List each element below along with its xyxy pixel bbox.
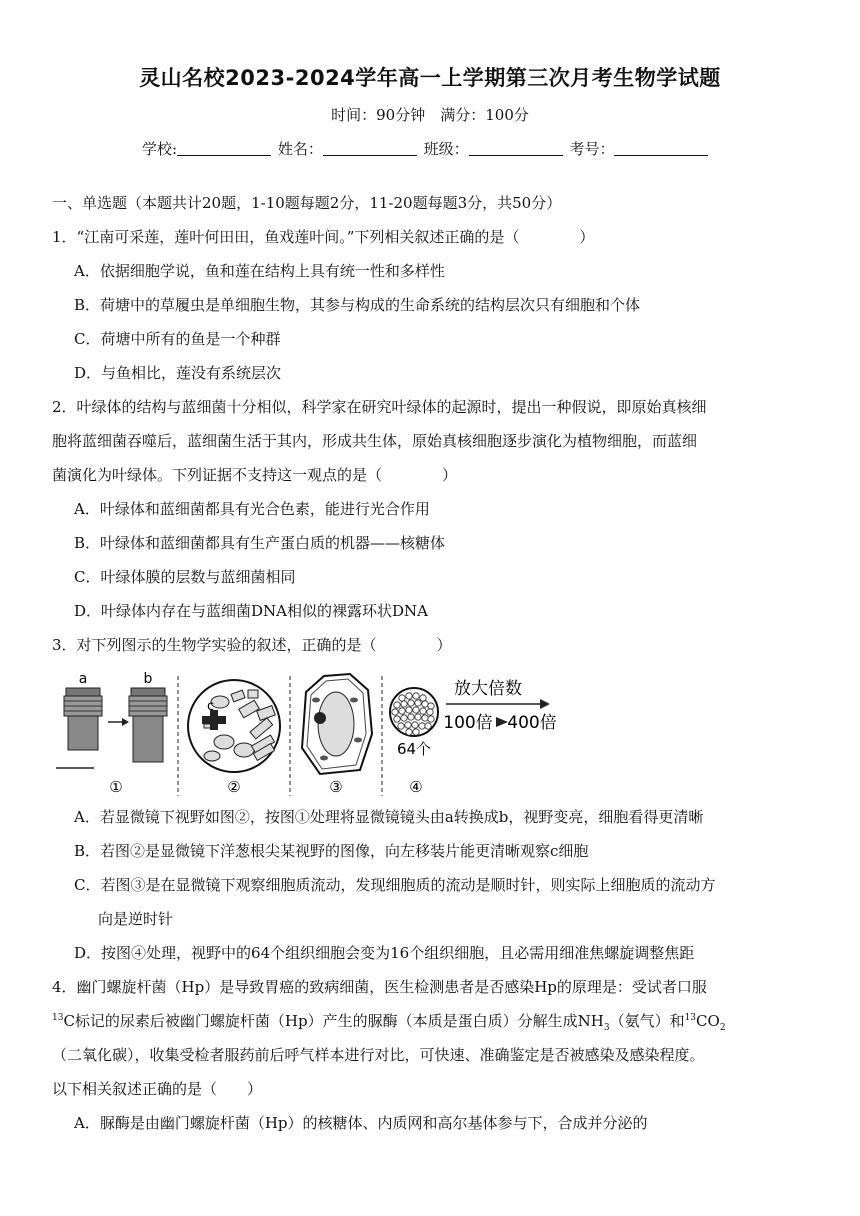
field-name-blank[interactable] [323,141,417,156]
panel-2-label: ② [227,778,241,796]
field-number-blank[interactable] [614,141,708,156]
q3-figure-svg [54,670,574,796]
lens-a-cap [66,688,100,696]
q3-option-a: A．若显微镜下视野如图②，按图①处理将显微镜镜头由a转换成b，视野变亮，细胞看得更清晰 [74,808,704,826]
q2-stem-line-2: 胞将蓝细菌吞噬后，蓝细菌生活于其内，形成共生体，原始真核细胞逐步演化为植物细胞，而蓝细 [52,432,698,450]
cell-count-label: 64个 [396,740,432,758]
panel-4-magnification [390,679,557,796]
chloroplast [350,698,358,703]
exam-content [52,186,812,1140]
q4-text: （氨气）和 [609,1012,685,1030]
q1-option-a: A．依据细胞学说，鱼和莲在结构上具有统一性和多样性 [74,262,445,280]
q4-option-a: A．脲酶是由幽门螺旋杆菌（Hp）的核糖体、内质网和高尔基体参与下，合成并分泌的 [74,1114,648,1132]
q4-stem-line-4: 以下相关叙述正确的是（ ） [52,1080,263,1098]
nucleus [314,712,326,724]
chloroplast [320,756,328,761]
field-class-label: 班级： [423,140,469,158]
section-heading: 一、单选题（本题共计20题，1-10题每题2分，11-20题每题3分，共50分） [52,194,562,212]
subscript-2: 2 [719,1023,726,1033]
q2-option-a: A．叶绿体和蓝细菌都具有光合色素，能进行光合作用 [74,500,430,518]
cell [214,735,234,749]
field-school-blank[interactable] [177,141,271,156]
lens-b-body [133,716,163,762]
panel-3-label: ③ [329,778,343,796]
panel-2-field-of-view [188,680,280,796]
field-number-label: 考号： [569,140,615,158]
q2-option-b: B．叶绿体和蓝细菌都具有生产蛋白质的机器——核糖体 [74,534,446,552]
q4-stem-line-1: 4．幽门螺旋杆菌（Hp）是导致胃癌的致病细菌，医生检测患者是否感染Hp的原理是：受试者口服 [52,978,707,996]
q4-text: CO [696,1012,720,1030]
q4-stem-line-3: （二氧化碳），收集受检者服药前后呼气样本进行对比，可快速、准确鉴定是否被感染及感染程度。 [52,1046,705,1064]
zoom-to: 400倍 [507,713,557,733]
arrow-head [122,718,129,726]
q1-option-c: C．荷塘中所有的鱼是一个种群 [74,330,281,348]
cell [204,751,220,761]
q3-option-c: C．若图③是在显微镜下观察细胞质流动，发现细胞质的流动是顺时针，则实际上细胞质的流动方 [74,876,716,894]
q4-text: C标记的尿素后被幽门螺旋杆菌（Hp）产生的脲酶（本质是蛋白质）分解生成NH [63,1012,604,1030]
zoom-mid-arrow [496,717,508,727]
label-b: b [143,671,153,687]
q3-option-c-cont: 向是逆时针 [98,910,174,928]
superscript-13: 13 [52,1013,64,1023]
q3-option-d: D．按图④处理，视野中的64个组织细胞会变为16个组织细胞，且必需用细准焦螺旋调整焦距 [74,944,695,962]
lens-a-body [68,716,98,750]
q3-stem: 3．对下列图示的生物学实验的叙述，正确的是（ ） [52,636,452,654]
vacuole [318,692,354,756]
panel-4-label: ④ [409,778,423,796]
cell [234,743,254,757]
q1-option-d: D．与鱼相比，莲没有系统层次 [74,364,282,382]
field-class-blank[interactable] [469,141,563,156]
q2-option-c: C．叶绿体膜的层数与蓝细菌相同 [74,568,296,586]
q4-stem-line-2 [52,1004,812,1038]
chloroplast [354,738,362,743]
cell [248,690,258,698]
field-school-label: 学校: [142,140,178,158]
superscript-13: 13 [684,1013,697,1023]
label-c: c [207,699,215,714]
zoom-title: 放大倍数 [454,679,522,699]
q3-option-b: B．若图②是显微镜下洋葱根尖某视野的图像，向左移装片能更清晰观察c细胞 [74,842,589,860]
q2-stem-line-1: 2．叶绿体的结构与蓝细菌十分相似，科学家在研究叶绿体的起源时，提出一种假说，即原始真核细 [52,398,707,416]
subscript-3: 3 [603,1023,610,1033]
student-info-fields [142,138,710,159]
exam-subtitle: 时间：90分钟 满分：100分 [331,106,529,124]
zoom-from: 100倍 [443,713,493,733]
q1-stem: 1．“江南可采莲，莲叶何田田，鱼戏莲叶间。”下列相关叙述正确的是（ ） [52,228,595,246]
zoom-arrow-head [540,699,550,709]
chloroplast [312,698,320,703]
q2-option-d: D．叶绿体内存在与蓝细菌DNA相似的裸露环状DNA [74,602,428,620]
label-a: a [78,671,88,687]
panel-1-objectives [56,671,167,796]
lens-b-cap [131,688,165,696]
exam-title: 灵山名校2023-2024学年高一上学期第三次月考生物学试题 [139,66,721,90]
panel-3-plant-cell [302,674,372,796]
q3-figure [52,664,812,796]
q1-option-b: B．荷塘中的草履虫是单细胞生物，其参与构成的生命系统的结构层次只有细胞和个体 [74,296,641,314]
q2-stem-line-3: 菌演化为叶绿体。下列证据不支持这一观点的是（ ） [52,466,458,484]
field-name-label: 姓名： [277,140,323,158]
panel-1-label: ① [109,778,123,796]
